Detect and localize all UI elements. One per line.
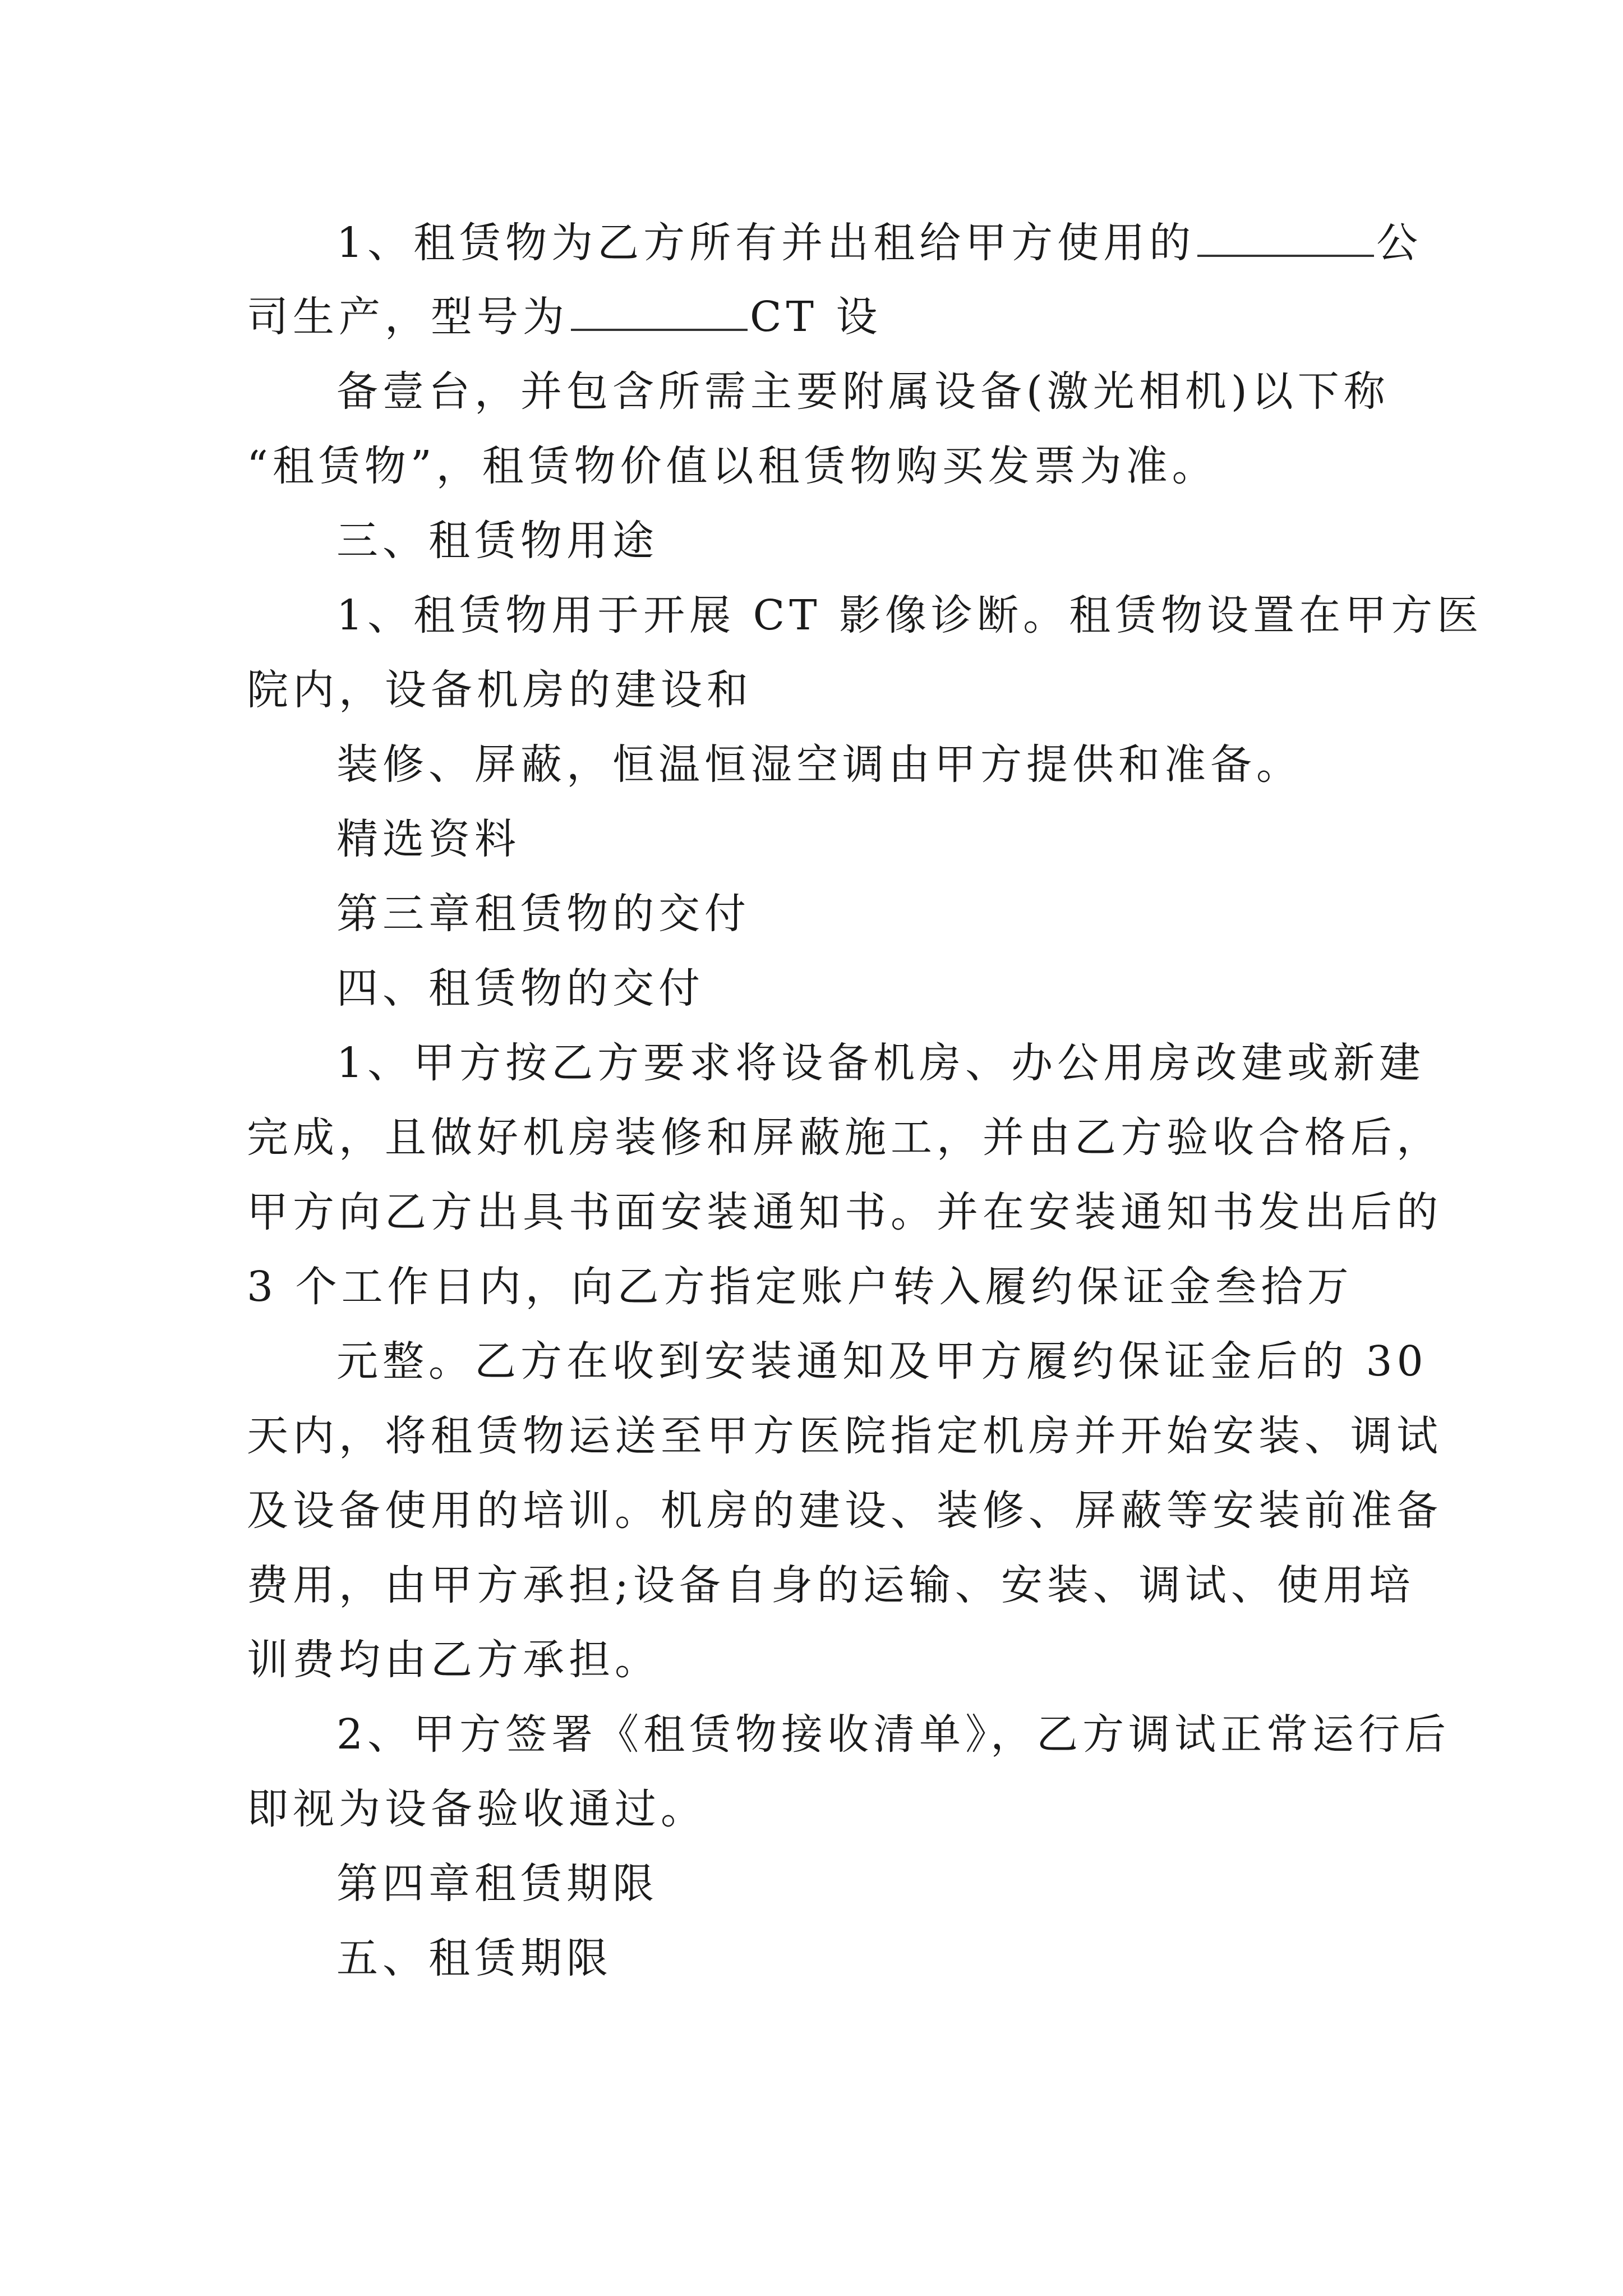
fill-in-blank — [1197, 215, 1374, 257]
chapter-heading: 第四章租赁期限 — [336, 1860, 658, 1908]
text-line: 院内，设备机房的建设和 — [247, 666, 753, 714]
chapter-heading: 第三章租赁物的交付 — [336, 890, 750, 938]
text-line: 费用，由甲方承担;设备自身的运输、安装、调试、使用培 — [247, 1561, 1415, 1609]
line-text: 公 — [1376, 219, 1423, 267]
text-line: 备壹台，并包含所需主要附属设备(激光相机)以下称 — [336, 367, 1390, 416]
text-line: 及设备使用的培训。机房的建设、装修、屏蔽等安装前准备 — [247, 1487, 1442, 1535]
text-line — [247, 289, 882, 345]
line-text: CT 设 — [750, 293, 882, 341]
text-line: 2、甲方签署《租赁物接收清单》，乙方调试正常运行后 — [336, 1710, 1451, 1759]
text-line: 训费均由乙方承担。 — [247, 1636, 661, 1684]
text-line: 精选资料 — [336, 815, 520, 863]
text-line: 即视为设备验收通过。 — [247, 1785, 707, 1833]
text-line: 1、租赁物用于开展 CT 影像诊断。租赁物设置在甲方医 — [336, 591, 1483, 639]
text-line: 元整。乙方在收到安装通知及甲方履约保证金后的 30 — [336, 1337, 1428, 1386]
line-text: 1、租赁物为乙方所有并出租给甲方使用的 — [336, 219, 1196, 267]
section-heading: 四、租赁物的交付 — [336, 964, 704, 1013]
text-line: 3 个工作日内，向乙方指定账户转入履约保证金叁拾万 — [247, 1263, 1353, 1311]
section-heading: 三、租赁物用途 — [336, 517, 658, 565]
text-line: 装修、屏蔽，恒温恒湿空调由甲方提供和准备。 — [336, 740, 1302, 789]
line-text: 司生产，型号为 — [247, 293, 569, 341]
text-line: 甲方向乙方出具书面安装通知书。并在安装通知书发出后的 — [247, 1188, 1442, 1236]
text-line: “租赁物”，租赁物价值以租赁物购买发票为准。 — [247, 442, 1218, 490]
text-line: 完成，且做好机房装修和屏蔽施工，并由乙方验收合格后， — [247, 1114, 1442, 1162]
section-heading: 五、租赁期限 — [336, 1934, 612, 1982]
text-line — [336, 215, 1422, 271]
text-line: 1、甲方按乙方要求将设备机房、办公用房改建或新建 — [336, 1039, 1426, 1087]
text-line: 天内，将租赁物运送至甲方医院指定机房并开始安装、调试 — [247, 1412, 1442, 1460]
fill-in-blank — [571, 289, 748, 331]
